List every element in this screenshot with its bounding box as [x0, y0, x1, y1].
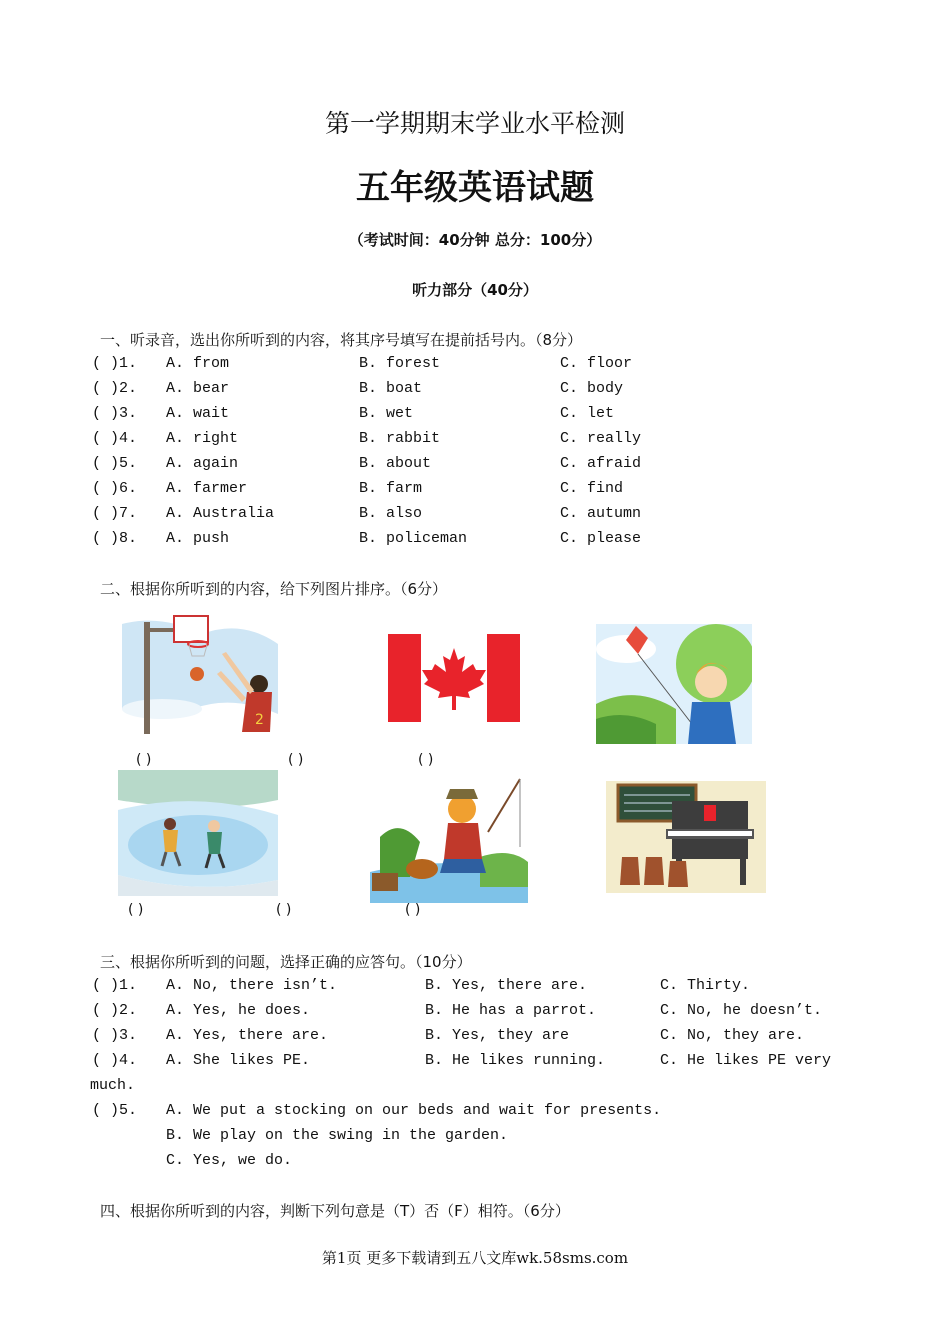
listening-item-7-number[interactable]: ( )7.	[92, 505, 138, 522]
section1-heading: 一、听录音，选出你所听到的内容，将其序号填写在提前括号内。（8分）	[100, 331, 583, 349]
response-item-3-option-a[interactable]: A. Yes, there are.	[166, 1027, 329, 1044]
exam-info: （考试时间：40分钟 总分：100分）	[348, 231, 602, 249]
response-item-2-option-c[interactable]: C. No, he doesn’t.	[660, 1002, 823, 1019]
listening-item-8-option-c[interactable]: C. please	[560, 530, 642, 547]
listening-item-4-option-c[interactable]: C. really	[560, 430, 642, 447]
picture-5-answer-blank[interactable]: ( )	[276, 902, 292, 918]
picture-1-answer-blank[interactable]: ( )	[136, 752, 152, 768]
section2-heading: 二、根据你所听到的内容，给下列图片排序。（6分）	[100, 580, 448, 598]
listening-item-3-option-a[interactable]: A. wait	[166, 405, 230, 422]
listening-item-5-number[interactable]: ( )5.	[92, 455, 138, 472]
canada-flag-picture	[388, 634, 520, 722]
listening-item-5-option-b[interactable]: B. about	[359, 455, 432, 472]
response-item-1-option-a[interactable]: A. No, there isn’t.	[166, 977, 338, 994]
page-footer: 第1页 更多下载请到五八文库wk.58sms.com	[321, 1249, 629, 1267]
response-item-2-option-b[interactable]: B. He has a parrot.	[425, 1002, 597, 1019]
fishing-cat-picture	[370, 777, 528, 903]
response-item-2-number[interactable]: ( )2.	[92, 1002, 138, 1019]
listening-item-8-option-a[interactable]: A. push	[166, 530, 230, 547]
listening-item-4-option-a[interactable]: A. right	[166, 430, 239, 447]
kite-flying-picture	[596, 624, 752, 744]
response-item-2-option-a[interactable]: A. Yes, he does.	[166, 1002, 311, 1019]
response-item-1-option-b[interactable]: B. Yes, there are.	[425, 977, 588, 994]
response-item-1-number[interactable]: ( )1.	[92, 977, 138, 994]
listening-item-7-option-b[interactable]: B. also	[359, 505, 423, 522]
response-item-3-number[interactable]: ( )3.	[92, 1027, 138, 1044]
listening-item-6-option-a[interactable]: A. farmer	[166, 480, 248, 497]
listening-item-2-option-c[interactable]: C. body	[560, 380, 624, 397]
response-item-4-option-c[interactable]: C. He likes PE very	[660, 1052, 832, 1069]
question-5-number[interactable]: ( )5.	[92, 1102, 138, 1119]
listening-item-8-option-b[interactable]: B. policeman	[359, 530, 468, 547]
listening-item-2-option-b[interactable]: B. boat	[359, 380, 423, 397]
listening-part-title: 听力部分（40分）	[412, 281, 538, 299]
listening-item-8-number[interactable]: ( )8.	[92, 530, 138, 547]
picture-6-answer-blank[interactable]: ( )	[405, 902, 421, 918]
skating-picture	[118, 770, 278, 896]
listening-item-6-option-c[interactable]: C. find	[560, 480, 624, 497]
response-item-4-option-b[interactable]: B. He likes running.	[425, 1052, 606, 1069]
question-5-option-c[interactable]: C. Yes, we do.	[166, 1152, 293, 1169]
listening-item-7-option-c[interactable]: C. autumn	[560, 505, 642, 522]
piano-classroom-picture	[606, 781, 766, 893]
picture-3-answer-blank[interactable]: ( )	[418, 752, 434, 768]
listening-item-4-option-b[interactable]: B. rabbit	[359, 430, 441, 447]
listening-item-2-number[interactable]: ( )2.	[92, 380, 138, 397]
listening-item-6-number[interactable]: ( )6.	[92, 480, 138, 497]
question-5-option-b[interactable]: B. We play on the swing in the garden.	[166, 1127, 509, 1144]
listening-item-5-option-c[interactable]: C. afraid	[560, 455, 642, 472]
listening-item-3-option-c[interactable]: C. let	[560, 405, 615, 422]
response-item-4-number[interactable]: ( )4.	[92, 1052, 138, 1069]
listening-item-3-option-b[interactable]: B. wet	[359, 405, 414, 422]
picture-2-answer-blank[interactable]: ( )	[288, 752, 304, 768]
listening-item-1-option-c[interactable]: C. floor	[560, 355, 633, 372]
picture-4-answer-blank[interactable]: ( )	[128, 902, 144, 918]
response-item-3-option-c[interactable]: C. No, they are.	[660, 1027, 805, 1044]
response-item-1-option-c[interactable]: C. Thirty.	[660, 977, 751, 994]
exam-subtitle: 第一学期期末学业水平检测	[324, 109, 625, 138]
listening-item-1-number[interactable]: ( )1.	[92, 355, 138, 372]
listening-item-6-option-b[interactable]: B. farm	[359, 480, 423, 497]
listening-item-4-number[interactable]: ( )4.	[92, 430, 138, 447]
svg-text:2: 2	[255, 712, 264, 728]
response-item-3-option-b[interactable]: B. Yes, they are	[425, 1027, 570, 1044]
section4-heading: 四、根据你所听到的内容，判断下列句意是（T）否（F）相符。（6分）	[100, 1202, 570, 1220]
listening-item-7-option-a[interactable]: A. Australia	[166, 505, 275, 522]
section3-heading: 三、根据你所听到的问题，选择正确的应答句。（10分）	[100, 953, 472, 971]
listening-item-3-number[interactable]: ( )3.	[92, 405, 138, 422]
exam-title: 五年级英语试题	[356, 168, 594, 208]
response-item-4-option-a[interactable]: A. She likes PE.	[166, 1052, 311, 1069]
listening-item-1-option-b[interactable]: B. forest	[359, 355, 441, 372]
basketball-picture	[122, 614, 278, 734]
listening-item-1-option-a[interactable]: A. from	[166, 355, 230, 372]
question-5-option-a[interactable]: A. We put a stocking on our beds and wait for presents.	[166, 1102, 662, 1119]
listening-item-2-option-a[interactable]: A. bear	[166, 380, 230, 397]
question-4-wrap-text: much.	[90, 1077, 136, 1094]
listening-item-5-option-a[interactable]: A. again	[166, 455, 239, 472]
